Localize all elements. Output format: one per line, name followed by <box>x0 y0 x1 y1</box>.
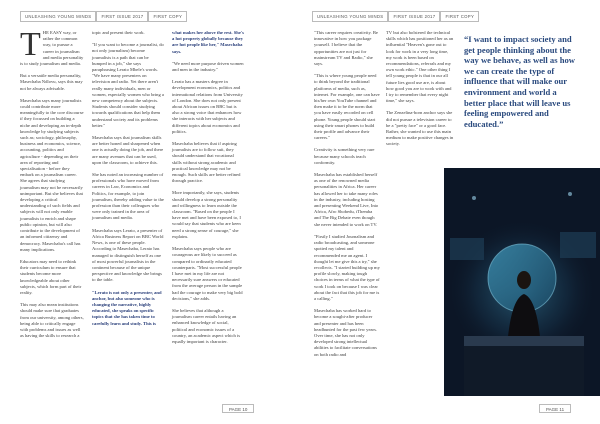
lead-paragraph <box>20 26 84 67</box>
body-paragraph: "This is where young people need to think beyond the traditional platforms of media, such as, internet. For example, one can have his/her own YouTube channel and then make it to be the norm that you have easily recorded on cell phone. Young people should start using their smart phones to build their profile and advance their careers." <box>314 73 380 141</box>
running-head-left <box>20 11 187 22</box>
drop-cap: T <box>20 26 41 63</box>
body-paragraph: Lerato has a masters degree in development economics, politics and international relations from University of London. She does not only present about African issues on BBC but is also a strong voice that enhances how she interacts with her subjects and different topics about economics and politics. <box>172 79 243 134</box>
pull-quote: “I want to impact society and get people thinking about the way we behave, as well as how we can create the type of influence that will make our environment and world a better place that will leave us feeling empowered and educated.” <box>464 34 576 129</box>
right-column-1 <box>314 30 380 364</box>
body-paragraph: Masechaba says many journalists could contribute more meaningfully to the core discourse if they focussed on building a niche and developing an in-depth knowledge by studying subjects such as; sociology, philosophy, business and economics, science, accounting, politics and agriculture - depending on their area of reporting and specialisation - before they embark on a journalism career. She agrees that studying journalism may not be necessarily unimportant. But she believes that developing a critical understanding of such fields and subjects will not only enable journalists to enrich and shape public opinion, but will also contribute to the development of an informed citizenry and democracy. Masechaba's call has many implications. <box>20 97 84 252</box>
body-paragraph: This may also mean institutions should make sure that graduates from our university, among others, being able to critically engage with problems and issues as well as having the skills to research a <box>20 302 84 339</box>
body-paragraph: Masechaba says that journalism skills are better honed and sharpened when one is actually doing the job, and there are many avenues that can be used, upon the classroom, to achieve this. <box>92 135 164 165</box>
body-paragraph: Masechaba believes that if aspiring journalists are to follow suit, they should understand that vocational skills without strong academic and practical knowledge may not be enough. Such skills are better refined through practice. <box>172 141 241 184</box>
left-column-3 <box>172 30 244 351</box>
highlighted-paragraph: what makes her above the rest. She's a hot property globally because they are hot people like her," Masechaba says. <box>172 30 244 54</box>
running-head-title: UNLEASHING YOUNG MINDS <box>312 11 388 22</box>
lead-text: HE EASY way, or rather the common way, to pursue a career in journalism and media personality is to study journalism and media. <box>20 30 84 67</box>
page-number-left: PAGE 10 <box>222 404 254 413</box>
body-paragraph: Masechaba has established herself as one of the renowned media personalities in Africa. Her career has allowed her to take many roles in the industry, including hosting and presenting Weekend Live, Into Africa, Afro Shobedu, iThemba and The Big Debate even though she never intended to work on TV. <box>314 172 379 227</box>
left-column-2 <box>92 30 164 333</box>
presenter-photo <box>444 168 600 396</box>
body-paragraph: Creativity is something very rare because many schools teach conformity. <box>314 147 375 165</box>
running-head-copy: FIRST COPY <box>440 11 479 22</box>
body-paragraph: More importantly, she says, students should develop a strong personality and willingness to learn outside the classroom. "Based on the people I have met and have been exposed to, I would say that students who are keen need a strong sense of courage," she explains. <box>172 190 241 239</box>
body-paragraph: The Zenzelina-born anchor says she did not pursue a television career to be a "pretty face" or a good face. Rather, she wanted to use this main medium to make positive changes in society. <box>386 110 454 147</box>
right-page <box>300 0 600 424</box>
studio-scene-image <box>444 168 600 396</box>
running-head-issue: FIRST ISSUE 2017 <box>96 11 148 22</box>
page-number-right: PAGE 11 <box>539 404 571 413</box>
right-column-2 <box>386 30 454 154</box>
body-paragraph: "Firstly I studied Journalism and radio broadcasting, and someone spotted my talent and recommended me an agent. I thought let me give this a try," she recollects. "I started building up my profile slowly, making tough choices in terms of what the type of work I took on because I was clear about the fact that this job for me is a calling." <box>314 233 380 301</box>
body-paragraph: But a versatile media personality, Masechaba Ndlovu, says this may not be always advisable. <box>20 73 83 91</box>
body-paragraph: "We need more purpose driven women and men in the industry." <box>172 60 244 73</box>
body-paragraph: "If you want to become a journalist, do not only journalism) become journalists is a path that can be bumped in a job," she says paraphrasing Lerato Mbele's words. "We have many presenters on television and radio. Yet there aren't really many individuals, men or women, especially women who bring a new competency about the subjects. Students should consider studying towards qualifications that help them understand society and its problems better." <box>92 42 164 128</box>
body-paragraph: "This career requires creativity. Be innovative in how you package yourself. I believe that the opportunities are not just for mainstream TV and Radio," she says. <box>314 30 378 67</box>
body-paragraph: Masechaba has worked hard to become a sought-after producer and presenter and has been headhunted for the past few years. Over time, she has not only developed strong intellectual abilities to facilitate conversations on both radio and <box>314 308 378 357</box>
body-paragraph: Educators may need to rethink their curriculum to ensure that students become more knowledgeable about other subjects, which form part of their reality. <box>20 258 82 295</box>
body-paragraph: topic and present their work. <box>92 30 145 35</box>
highlighted-paragraph: "Lerato is not only a presenter, and anchor, but also someone who is changing the narrative, highly educated, she speaks on specific topics that she has taken time to carefully learn and study. This is <box>92 289 162 326</box>
running-head-copy: FIRST COPY <box>148 11 187 22</box>
body-paragraph: TV but also bolstered the technical skills which has positioned her as an influential "Heaven's gone out to look for work in a very long time, my work is been based on recommendations, referrals and my own work ethic." One other thing I tell young people is that in our all future lies good use are, is about how good you are to work with and I try to remember that every night time," she says. <box>386 30 454 104</box>
body-paragraph: She believes that although a journalism career entails having an enhanced knowledge of social, political and economic issues of a country, an academic aspect which is equally important is character. <box>172 307 241 344</box>
running-head-title: UNLEASHING YOUNG MINDS <box>20 11 96 22</box>
body-paragraph: She has noted an increasing number of professionals who have moved from careers in Law, Economics and Politics, for example, to join journalism, thereby adding value to the profession than their colleagues who were only trained in the area of journalism and media. <box>92 172 164 221</box>
running-head-right <box>312 11 479 22</box>
body-paragraph: Masechaba says people who are courageous are likely to succeed as compared to ordinarily educated counterparts. "Most successful people I have met in my life are not necessarily sure answers or educated from the average person in the sample had the courage to make very big bold decisions," she adds. <box>172 246 243 301</box>
running-head-issue: FIRST ISSUE 2017 <box>388 11 440 22</box>
left-column-1 <box>20 26 84 345</box>
body-paragraph: Masechaba says Lerato, a presenter of Africa Business Report on BBC World News, is one of these people. According to Masechaba, Lerato has managed to distinguish herself as one of most powerful journalists in the continent because of the unique perspective and knowledge she brings to the table. <box>92 227 164 283</box>
